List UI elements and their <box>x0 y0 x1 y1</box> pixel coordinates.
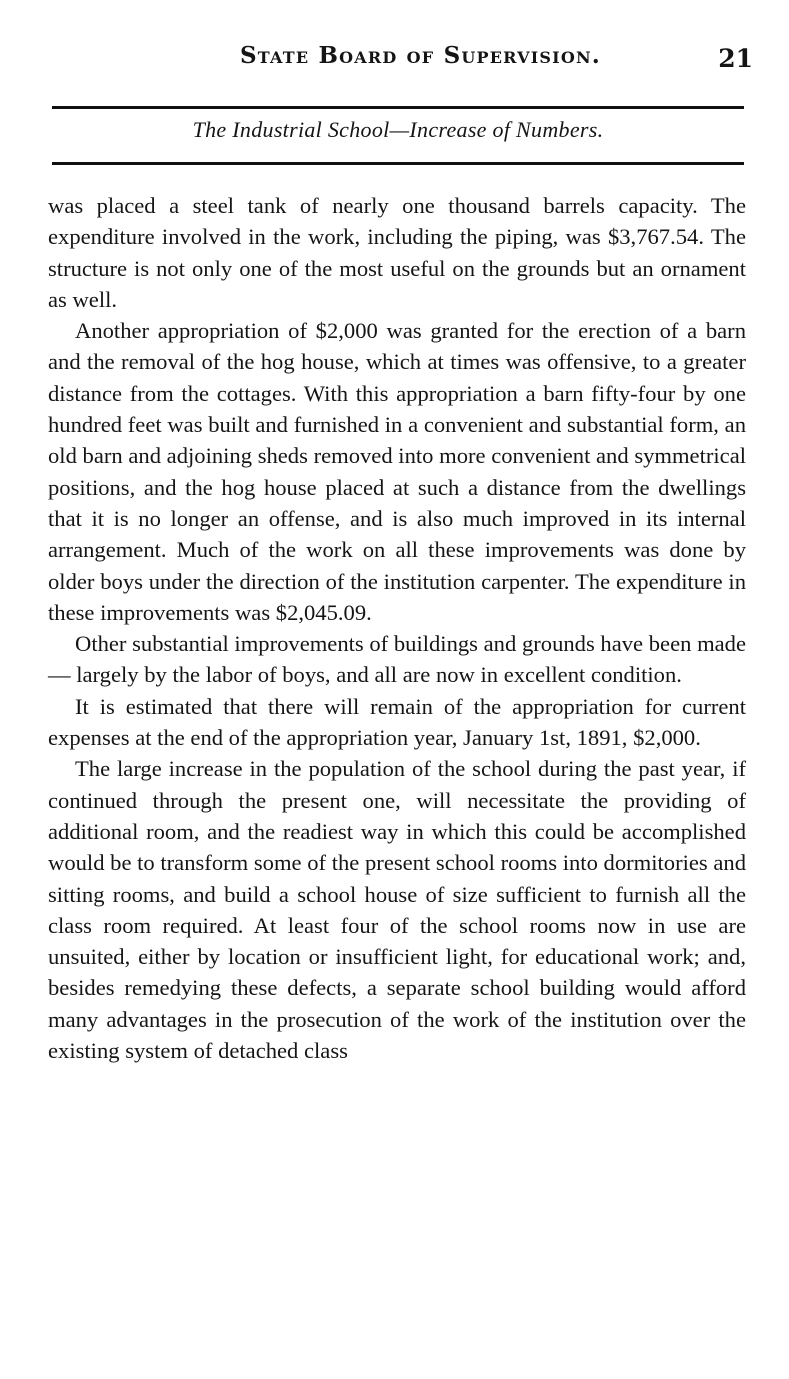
paragraph: The large increase in the population of the school during the past year, if continued through the present one, will necessitate the providing of additional room, and the readiest way in which this could be accomplished would be to transform some of the present school rooms into dormitories and sitting rooms, and build a school house of size sufficient to furnish all the class room required. At least four of the school rooms now in use are unsuited, either by location or insufficient light, for educational work; and, besides remedying these defects, a separate school building would afford many advantages in the prosecution of the work of the institution over the existing system of detached class <box>48 756 746 1064</box>
page-number: 21 <box>718 44 753 73</box>
paragraph: Other substantial improvements of buildings and grounds have been made — largely by the labor of boys, and all are now in excellent condition. <box>48 631 746 688</box>
paragraph: was placed a steel tank of nearly one thousand barrels capacity. The expenditure involved in the work, including the piping, was $3,767.54. The structure is not only one of the most useful on the grounds but an ornament as well. <box>48 193 746 312</box>
running-title: State Board of Supervision. <box>240 42 601 69</box>
running-head <box>48 42 753 76</box>
paragraph: Another appropriation of $2,000 was granted for the erection of a barn and the removal of the hog house, which at times was offensive, to a greater distance from the cottages. With this appropriation a barn fifty-four by one hundred feet was built and furnished in a convenient and substantial form, an old barn and adjoining sheds removed into more convenient and symmetrical positions, and the hog house placed at such a distance from the dwellings that it is no longer an offense, and is also much improved in its internal arrangement. Much of the work on all these improvements was done by older boys under the direction of the institution carpenter. The expenditure in these improvements was $2,045.09. <box>48 318 746 625</box>
bottom-rule <box>52 162 744 165</box>
body-text <box>48 190 746 1066</box>
paragraph: It is estimated that there will remain of the appropriation for current expenses at the end of the appropriation year, January 1st, 1891, $2,000. <box>48 693 746 751</box>
section-title: The Industrial School—Increase of Numbers. <box>192 117 604 142</box>
top-rule <box>52 106 744 109</box>
